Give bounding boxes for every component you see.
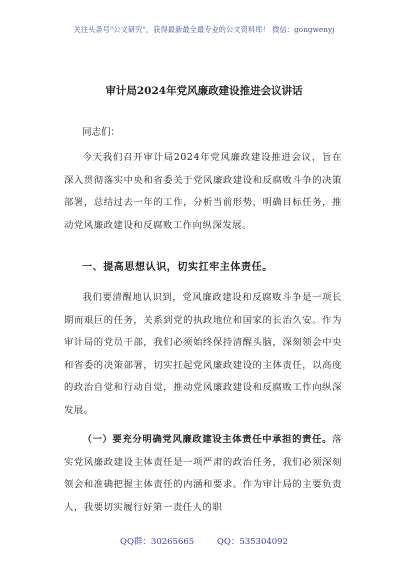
greeting: 同志们： bbox=[82, 127, 121, 138]
footer-qq-group: QQ群：30265665 bbox=[119, 537, 195, 547]
section-heading-1: 一、提高思想认识，切实扛牢主体责任。 bbox=[82, 262, 273, 273]
subsection-heading: （一）要充分明确党风廉政建设主体责任中承担的责任。 bbox=[82, 434, 333, 445]
subsection-text: 落实党风廉政建设主体责任是一项严肃的政治任务，我们必须深刻领会和准确把握主体责任的内涵和要求。作为审计局的主要负责人，我要切实履行好第一责任人的职 bbox=[64, 434, 342, 513]
paragraph-section-1: 我们要清醒地认识到，党风廉政建设和反腐败斗争是一项长期而艰巨的任务，关系到党的执政地位和国家的长治久安。作为审计局的党员干部，我们必须始终保持清醒头脑，深刻领会中央和省委的决策部署，切实扛起党风廉政建设的主体责任，以高度的政治自觉和行动自觉，推动党风廉政建设和反腐败工作向纵深发展。 bbox=[64, 292, 342, 416]
paragraph-intro: 今天我们召开审计局2024年党风廉政建设推进会议，旨在深入贯彻落实中央和省委关于党风廉政建设和反腐败斗争的决策部署，总结过去一年的工作，分析当前形势，明确目标任务，推动党风廉政建设和反腐败工作向纵深发展。 bbox=[64, 152, 342, 231]
footer-qq: QQ：535304092 bbox=[216, 537, 288, 547]
document-title: 审计局2024年党风廉政建设推进会议讲话 bbox=[105, 85, 303, 97]
paragraph-subsection-1 bbox=[64, 429, 342, 519]
footer bbox=[0, 535, 408, 547]
header-note: 关注头条号"公文研究"，获得最新最全最专业的公文资料库！ 微信：gongwenyj bbox=[73, 25, 335, 34]
